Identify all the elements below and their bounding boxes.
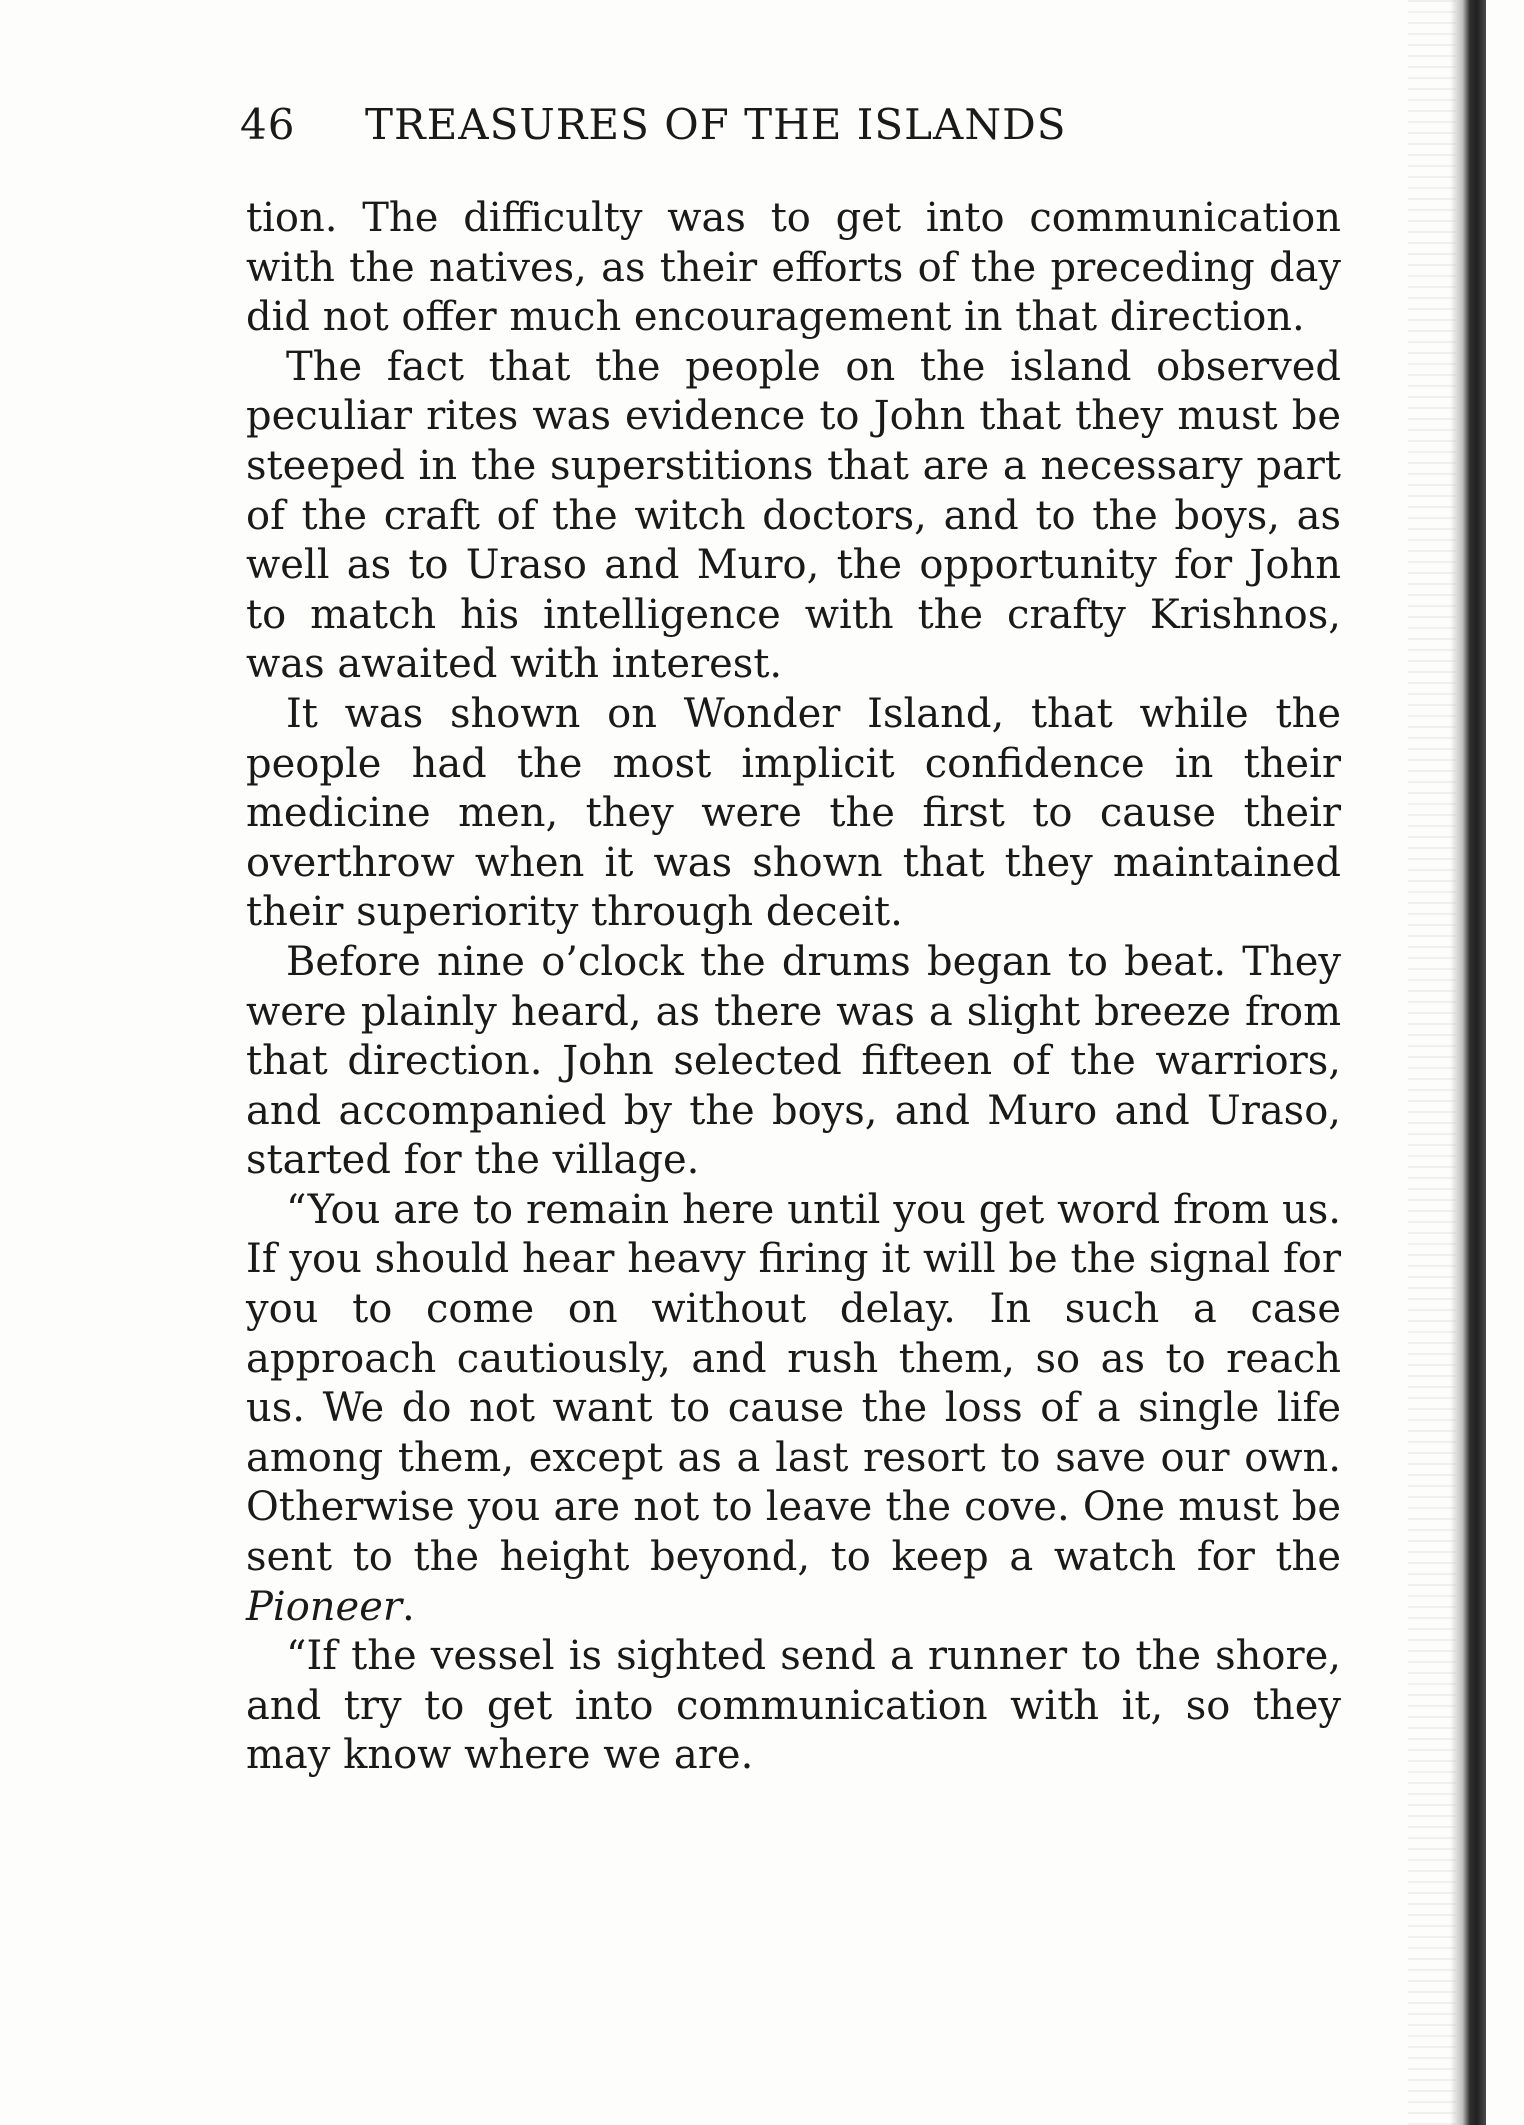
paragraph-1: tion. The difficulty was to get into communication with the natives, as their efforts of the preceding day did not offer much encouragement in that direction. [246,195,1341,341]
paragraph-5-text: “You are to remain here until you get word from us. If you should hear heavy firing it will be the signal for you to come on without delay. In such a case approach cautiously, and rush them, so as to reach us. We do not want to cause the loss of a single life among them, except as a last resort to save our own. Otherwise you are not to leave the cove. One must be sent to the height beyond, to keep a watch for the [246,1186,1341,1581]
running-title: TREASURES OF THE ISLANDS [365,100,1067,149]
paragraph-5-tail: . [402,1583,415,1630]
body-text [246,194,1341,1781]
paragraph-5 [246,1186,1341,1632]
paragraph-6: “If the vessel is sighted send a runner to the shore, and try to get into communication with it, so they may know where we are. [246,1633,1341,1779]
binding-edge-shadow [1450,0,1486,2125]
ship-name-italic: Pioneer [246,1583,403,1630]
page-number: 46 [240,100,296,149]
binding-shadow-speckle [1408,0,1456,2125]
paragraph-2: The fact that the people on the island observed peculiar rites was evidence to John that they must be steeped in the superstitions that are a necessary part of the craft of the witch doctors, and to the boys, as well as to Uraso and Muro, the opportunity for John to match his intelligence with the crafty Krishnos, was awaited with interest. [246,343,1341,688]
paragraph-3: It was shown on Wonder Island, that while the people had the most implicit confidence in their medicine men, they were the first to cause their overthrow when it was shown that they maintained their superiority through deceit. [246,690,1341,936]
running-header [240,100,1340,149]
paragraph-4: Before nine o’clock the drums began to beat. They were plainly heard, as there was a slight breeze from that direction. John selected fifteen of the warriors, and accompanied by the boys, and Muro and Uraso, started for the village. [246,938,1341,1184]
